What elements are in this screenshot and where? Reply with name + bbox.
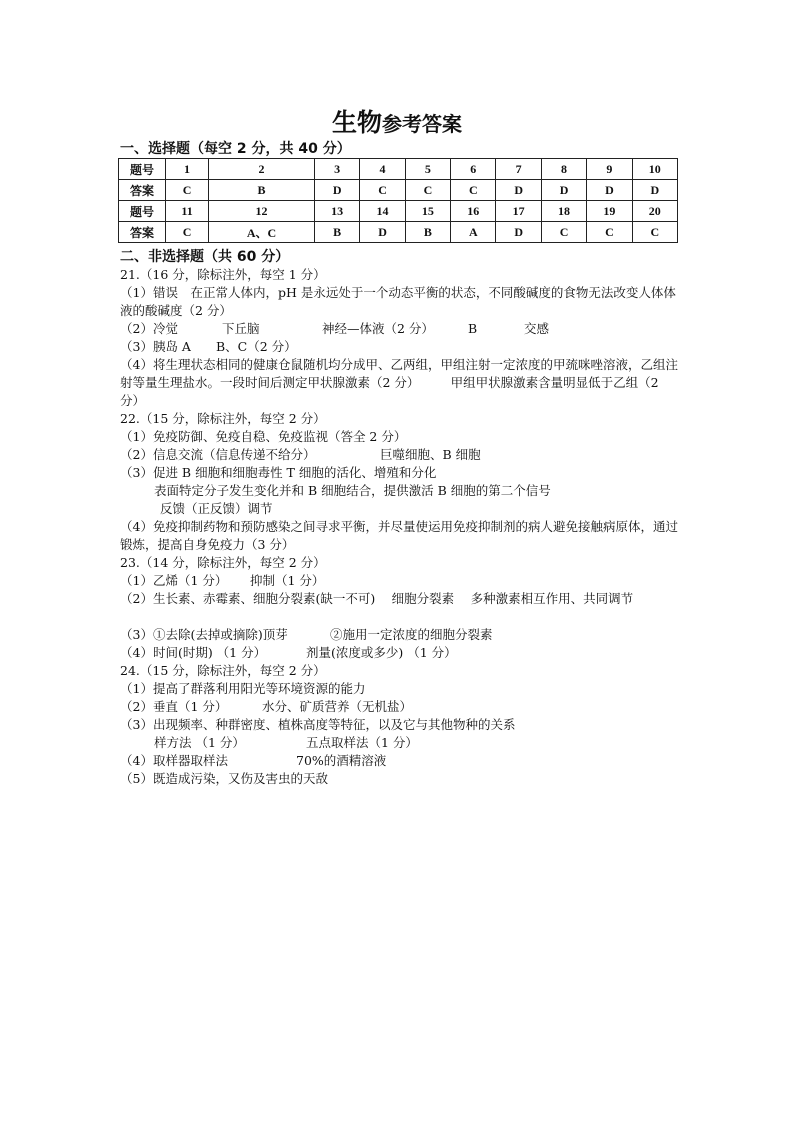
q22-2b: 巨噬细胞、B 细胞 xyxy=(380,447,481,462)
q23-answer-2: （2）生长素、赤霉素、细胞分裂素(缺一不可) 细胞分裂素 多种激素相互作用、共同调节 xyxy=(120,591,634,606)
table-row-numbers-2 xyxy=(119,201,678,222)
q23-answer-3 xyxy=(120,626,680,644)
table-cell: C xyxy=(541,222,586,243)
table-cell: 8 xyxy=(541,159,586,180)
table-cell: C xyxy=(405,180,450,201)
q23-answer-4 xyxy=(120,644,680,662)
table-cell: 17 xyxy=(496,201,541,222)
q24-4b: 70%的酒精溶液 xyxy=(296,753,387,768)
table-cell: B xyxy=(314,222,359,243)
q21-heading: 21.（16 分，除标注外，每空 1 分） xyxy=(120,267,326,282)
title-suffix: 参考答案 xyxy=(382,112,462,136)
table-cell: C xyxy=(587,222,632,243)
table-cell: 20 xyxy=(632,201,677,222)
q23-3b: ②施用一定浓度的细胞分裂素 xyxy=(330,627,493,642)
q22-answer-2 xyxy=(120,446,680,464)
section-1-heading: 一、选择题（每空 2 分，共 40 分） xyxy=(120,141,351,157)
q24-answer-2 xyxy=(120,698,680,716)
table-cell: 15 xyxy=(405,201,450,222)
q23-1b: 抑制（1 分） xyxy=(250,573,325,588)
table-cell: 11 xyxy=(166,201,209,222)
table-cell: C xyxy=(166,222,209,243)
row-label-cell: 答案 xyxy=(119,180,166,201)
table-row-numbers-1 xyxy=(119,159,678,180)
table-cell: 18 xyxy=(541,201,586,222)
q21-answer-3: （3）胰岛 A B、C（2 分） xyxy=(120,339,297,354)
q24-heading: 24.（15 分，除标注外，每空 2 分） xyxy=(120,663,326,678)
table-cell: 14 xyxy=(360,201,405,222)
row-label-cell: 题号 xyxy=(119,201,166,222)
q24-2a: （2）垂直（1 分） xyxy=(120,699,228,714)
q21-2d: B xyxy=(468,321,478,336)
page-title xyxy=(0,103,794,139)
table-cell: B xyxy=(209,180,315,201)
q24-answer-4 xyxy=(120,752,680,770)
q24-answer-5: （5）既造成污染，又伤及害虫的天敌 xyxy=(120,771,328,786)
table-cell: D xyxy=(360,222,405,243)
q23-heading: 23.（14 分，除标注外，每空 2 分） xyxy=(120,555,326,570)
row-label-cell: 答案 xyxy=(119,222,166,243)
q24-3ba: 样方法 （1 分） xyxy=(154,735,245,750)
title-subject: 生物 xyxy=(331,108,382,137)
q21-answer-1: （1）错误 在正常人体内，pH 是永远处于一个动态平衡的状态，不同酸碱度的食物无法改变人体体液的酸碱度（2 分） xyxy=(120,285,676,318)
q21-2b: 下丘脑 xyxy=(222,321,260,336)
table-cell: 4 xyxy=(360,159,405,180)
q24-answer-3: （3）出现频率、种群密度、植株高度等特征，以及它与其他物种的关系 xyxy=(120,717,516,732)
q23-3a: （3）①去除(去掉或摘除)顶芽 xyxy=(120,627,288,642)
table-cell: C xyxy=(166,180,209,201)
table-cell: C xyxy=(360,180,405,201)
table-cell: 12 xyxy=(209,201,315,222)
answers-body xyxy=(120,266,680,788)
table-cell: 16 xyxy=(451,201,496,222)
table-cell: 13 xyxy=(314,201,359,222)
row-label-cell: 题号 xyxy=(119,159,166,180)
table-cell: 6 xyxy=(451,159,496,180)
q24-2b: 水分、矿质营养（无机盐） xyxy=(262,699,413,714)
q23-4a: （4）时间(时期) （1 分） xyxy=(120,645,267,660)
q21-2a: （2）冷觉 xyxy=(120,321,178,336)
q23-4b: 剂量(浓度或多少) （1 分） xyxy=(306,645,457,660)
q24-3bb: 五点取样法（1 分） xyxy=(306,735,418,750)
q24-answer-3b xyxy=(120,734,680,752)
table-cell: A xyxy=(451,222,496,243)
q23-answer-1 xyxy=(120,572,680,590)
table-cell: D xyxy=(496,180,541,201)
table-row-answers-1 xyxy=(119,180,678,201)
choice-answer-table xyxy=(118,158,678,243)
q22-answer-4: （4）免疫抑制药物和预防感染之间寻求平衡，并尽量使运用免疫抑制剂的病人避免接触病原体，通过锻炼，提高自身免疫力（3 分） xyxy=(120,519,678,552)
table-cell: 19 xyxy=(587,201,632,222)
q21-answer-4: （4）将生理状态相同的健康仓鼠随机均分成甲、乙两组，甲组注射一定浓度的甲巯咪唑溶液，乙组注射等量生理盐水。一段时间后测定甲状腺激素（2 分） 甲组甲状腺激素含量明显低于乙组（2 分） xyxy=(120,357,678,408)
q22-answer-3b: 表面特定分子发生变化并和 B 细胞结合，提供激活 B 细胞的第二个信号 xyxy=(154,483,551,498)
table-cell: 10 xyxy=(632,159,677,180)
table-cell: 1 xyxy=(166,159,209,180)
table-cell: 9 xyxy=(587,159,632,180)
table-cell: D xyxy=(587,180,632,201)
table-cell: D xyxy=(632,180,677,201)
table-cell: D xyxy=(541,180,586,201)
q24-answer-1: （1）提高了群落利用阳光等环境资源的能力 xyxy=(120,681,366,696)
table-cell: C xyxy=(451,180,496,201)
q22-answer-1: （1）免疫防御、免疫自稳、免疫监视（答全 2 分） xyxy=(120,429,407,444)
table-cell: A、C xyxy=(209,222,315,243)
section-2-heading: 二、非选择题（共 60 分） xyxy=(120,249,290,265)
q21-2e: 交感 xyxy=(524,321,550,336)
q22-answer-3c: 反馈（正反馈）调节 xyxy=(160,501,273,516)
table-cell: D xyxy=(496,222,541,243)
table-cell: 2 xyxy=(209,159,315,180)
q22-answer-3: （3）促进 B 细胞和细胞毒性 T 细胞的活化、增殖和分化 xyxy=(120,465,437,480)
q24-4a: （4）取样器取样法 xyxy=(120,753,228,768)
q21-answer-2 xyxy=(120,320,680,338)
q21-2c: 神经—体液（2 分） xyxy=(322,321,434,336)
table-cell: B xyxy=(405,222,450,243)
q23-1a: （1）乙烯（1 分） xyxy=(120,573,228,588)
table-cell: 5 xyxy=(405,159,450,180)
table-cell: D xyxy=(314,180,359,201)
table-row-answers-2 xyxy=(119,222,678,243)
table-cell: 7 xyxy=(496,159,541,180)
q22-2a: （2）信息交流（信息传递不给分） xyxy=(120,447,316,462)
q22-heading: 22.（15 分，除标注外，每空 2 分） xyxy=(120,411,326,426)
table-cell: 3 xyxy=(314,159,359,180)
table-cell: C xyxy=(632,222,677,243)
